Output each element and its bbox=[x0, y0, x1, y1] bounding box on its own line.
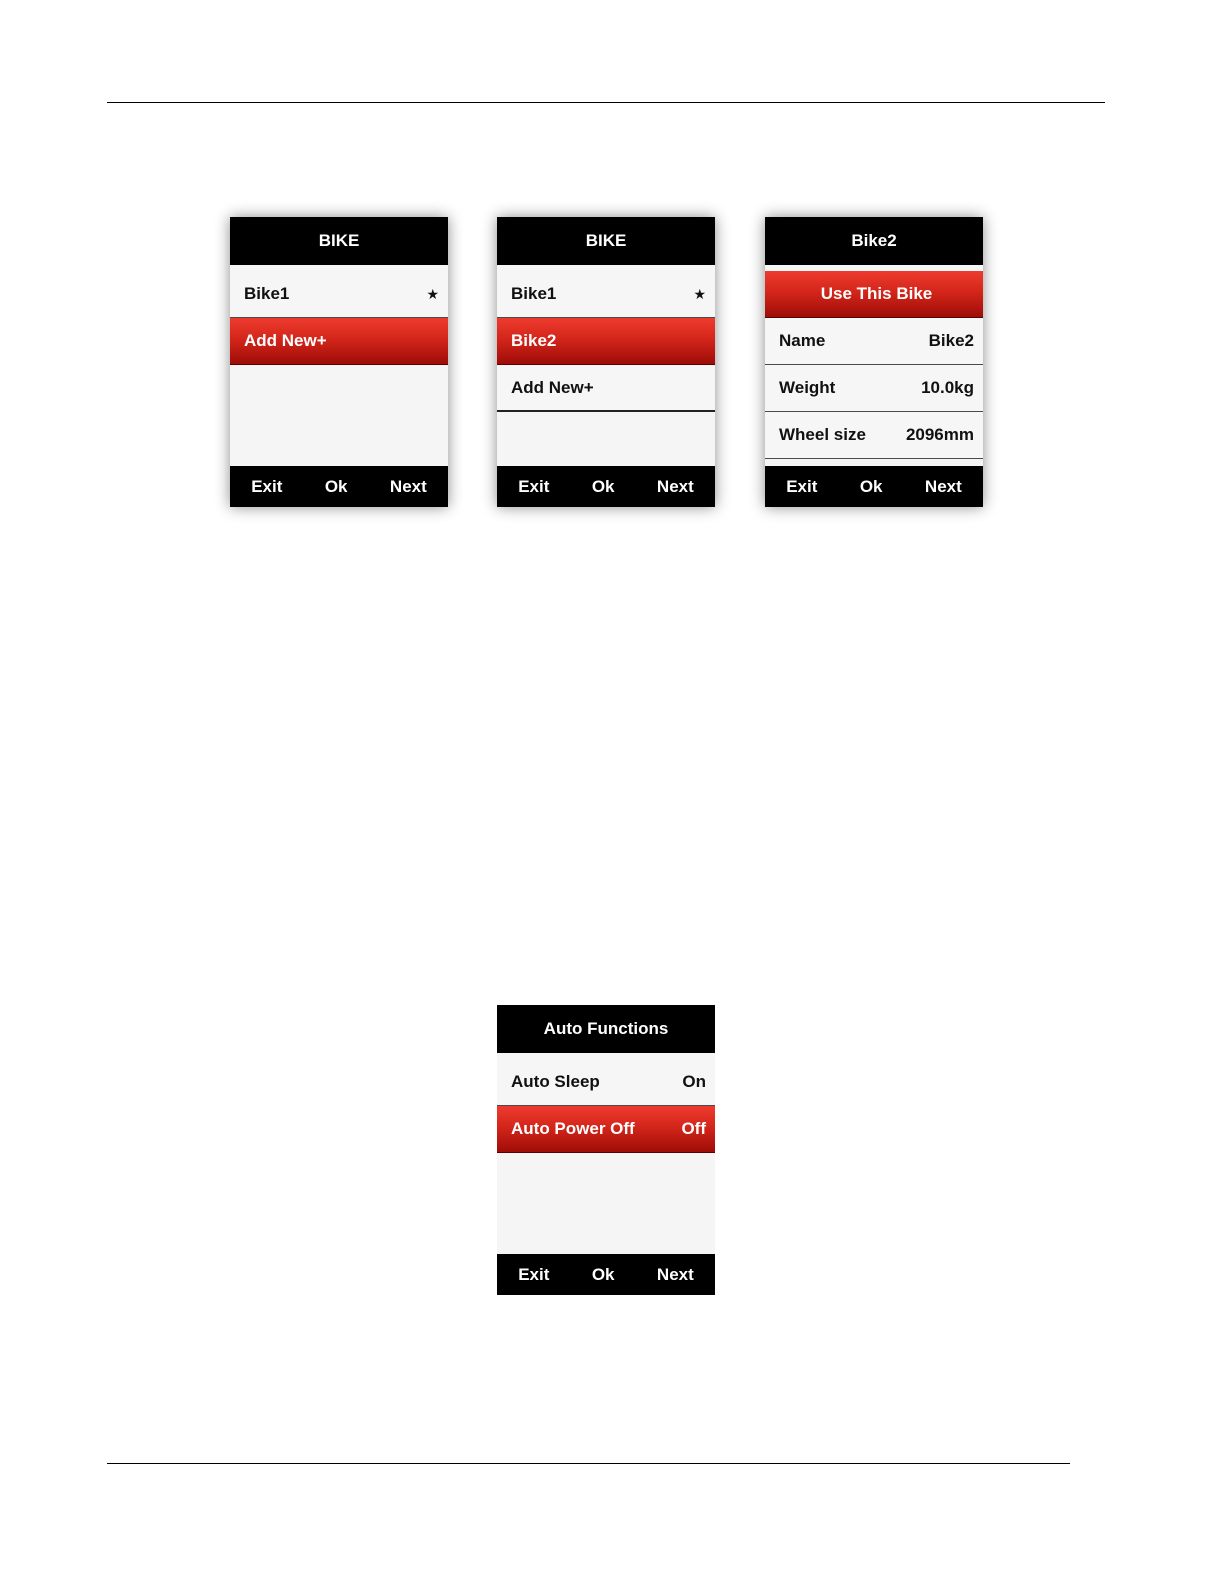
item-value: Off bbox=[681, 1119, 706, 1138]
list-item-bike1[interactable] bbox=[230, 271, 448, 318]
softkey-bar bbox=[497, 1254, 715, 1295]
list-item-add-new[interactable] bbox=[230, 318, 448, 365]
item-label: Add New+ bbox=[511, 377, 594, 397]
item-label: Wheel size bbox=[779, 425, 866, 444]
next-button[interactable]: Next bbox=[924, 476, 962, 496]
list-item-bike2[interactable] bbox=[497, 318, 715, 365]
item-label: Bike2 bbox=[511, 331, 557, 350]
screen-title: BIKE bbox=[497, 217, 715, 265]
exit-button[interactable]: Exit bbox=[786, 476, 818, 496]
ok-button[interactable]: Ok bbox=[591, 476, 615, 496]
bike-detail-screen bbox=[765, 217, 983, 507]
item-value: 2096mm bbox=[905, 425, 974, 444]
exit-button[interactable]: Exit bbox=[518, 476, 550, 496]
list-item-bike1[interactable] bbox=[497, 271, 715, 318]
item-label: Use This Bike bbox=[820, 284, 933, 303]
exit-button[interactable]: Exit bbox=[251, 476, 283, 496]
footer-rule bbox=[107, 1463, 1070, 1464]
star-icon: ★ bbox=[693, 285, 706, 302]
auto-functions-screen bbox=[497, 1005, 715, 1295]
item-label: Bike1 bbox=[511, 284, 557, 303]
name-row[interactable] bbox=[765, 318, 983, 365]
item-value: Bike2 bbox=[928, 331, 974, 350]
softkey-bar bbox=[230, 466, 448, 507]
ok-button[interactable]: Ok bbox=[324, 476, 348, 496]
header-rule bbox=[107, 102, 1105, 103]
next-button[interactable]: Next bbox=[656, 1264, 694, 1284]
item-value: 10.0kg bbox=[921, 378, 974, 397]
star-icon: ★ bbox=[426, 285, 439, 302]
bike-screen-2 bbox=[497, 217, 715, 507]
screen-title: Auto Functions bbox=[497, 1005, 715, 1053]
exit-button[interactable]: Exit bbox=[518, 1264, 550, 1284]
wheel-size-row[interactable] bbox=[765, 412, 983, 459]
item-label: Bike1 bbox=[244, 284, 290, 303]
screen-title: BIKE bbox=[230, 217, 448, 265]
use-this-bike-button[interactable] bbox=[765, 271, 983, 318]
softkey-bar bbox=[497, 466, 715, 507]
item-label: Auto Sleep bbox=[511, 1072, 600, 1091]
ok-button[interactable]: Ok bbox=[859, 476, 883, 496]
item-label: Add New+ bbox=[244, 331, 327, 350]
next-button[interactable]: Next bbox=[389, 476, 427, 496]
item-label: Auto Power Off bbox=[511, 1119, 635, 1138]
item-label: Name bbox=[779, 331, 826, 350]
auto-sleep-row[interactable] bbox=[497, 1059, 715, 1106]
bike-screen-1 bbox=[230, 217, 448, 507]
item-label: Weight bbox=[779, 378, 836, 397]
screen-title: Bike2 bbox=[765, 217, 983, 265]
list-item-add-new[interactable] bbox=[497, 365, 715, 412]
softkey-bar bbox=[765, 466, 983, 507]
auto-power-off-row[interactable] bbox=[497, 1106, 715, 1153]
item-value: On bbox=[682, 1072, 706, 1091]
weight-row[interactable] bbox=[765, 365, 983, 412]
next-button[interactable]: Next bbox=[656, 476, 694, 496]
ok-button[interactable]: Ok bbox=[591, 1264, 615, 1284]
